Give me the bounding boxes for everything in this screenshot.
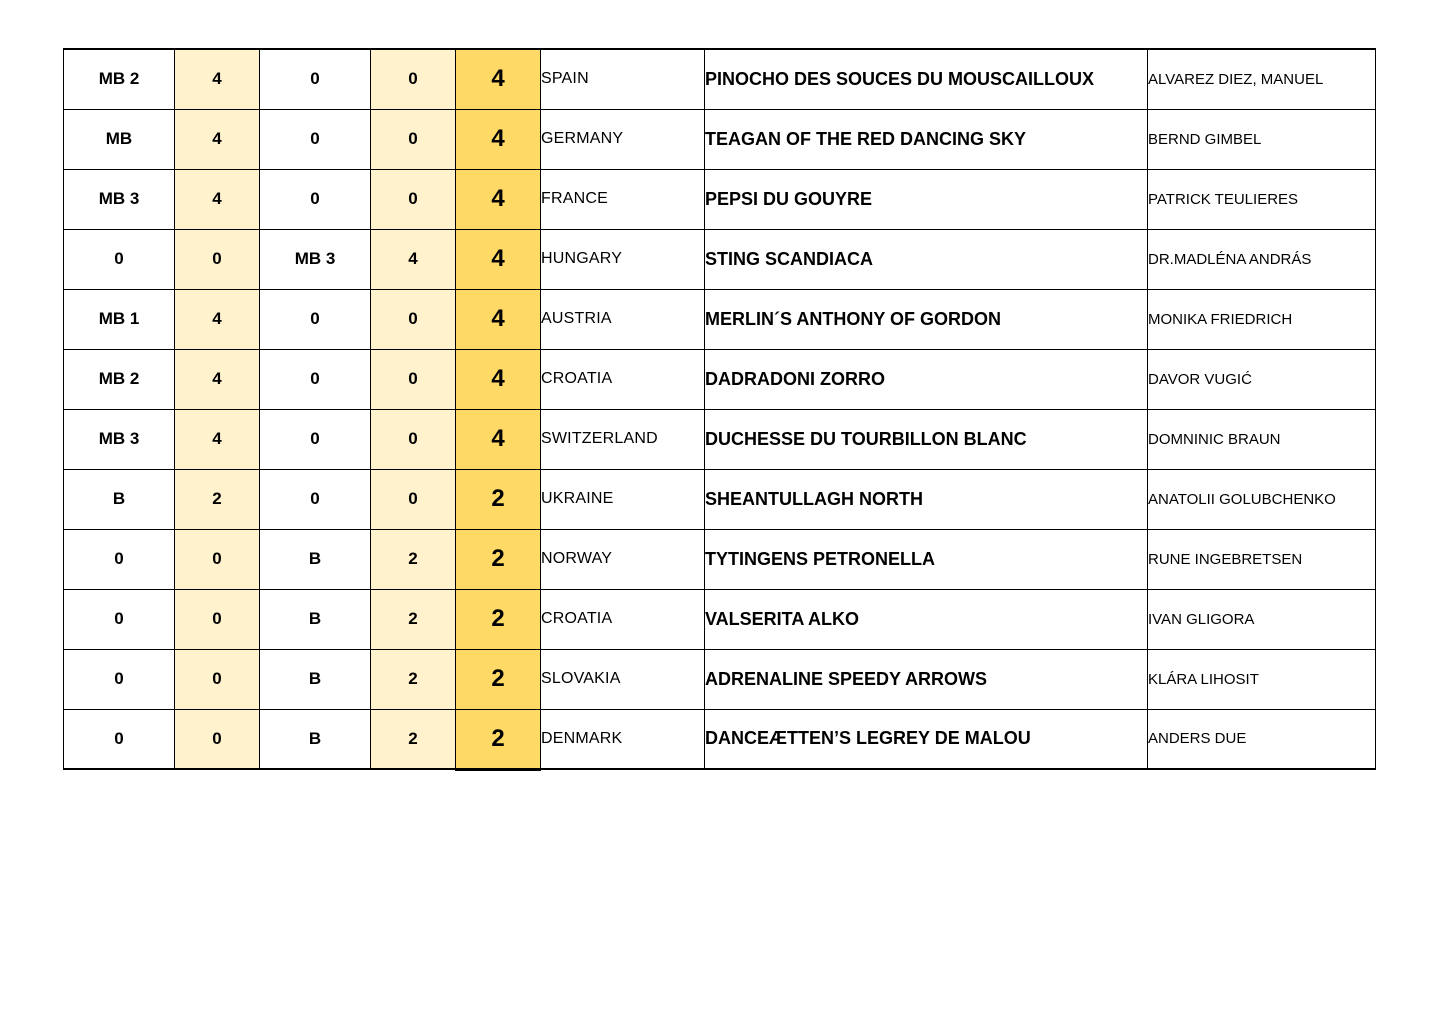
owner-name: ANATOLII GOLUBCHENKO: [1148, 469, 1376, 529]
dog-name: DUCHESSE DU TOURBILLON BLANC: [705, 409, 1148, 469]
country: HUNGARY: [541, 229, 705, 289]
owner-name: DAVOR VUGIĆ: [1148, 349, 1376, 409]
points-judge-1: 0: [175, 589, 260, 649]
grade-judge-2: B: [260, 709, 371, 769]
total-points: 2: [456, 709, 541, 769]
grade-judge-1: MB 1: [64, 289, 175, 349]
table-row: [64, 529, 1376, 589]
points-judge-1: 4: [175, 289, 260, 349]
owner-name: KLÁRA LIHOSIT: [1148, 649, 1376, 709]
total-points: 4: [456, 229, 541, 289]
grade-judge-1: 0: [64, 649, 175, 709]
points-judge-1: 2: [175, 469, 260, 529]
grade-judge-1: 0: [64, 589, 175, 649]
points-judge-1: 4: [175, 169, 260, 229]
table-row: [64, 49, 1376, 109]
owner-name: PATRICK TEULIERES: [1148, 169, 1376, 229]
dog-name: DADRADONI ZORRO: [705, 349, 1148, 409]
points-judge-2: 2: [371, 709, 456, 769]
dog-name: TEAGAN OF THE RED DANCING SKY: [705, 109, 1148, 169]
total-points: 4: [456, 289, 541, 349]
points-judge-1: 4: [175, 409, 260, 469]
points-judge-2: 0: [371, 109, 456, 169]
grade-judge-2: 0: [260, 109, 371, 169]
points-judge-2: 0: [371, 469, 456, 529]
dog-name: MERLIN´S ANTHONY OF GORDON: [705, 289, 1148, 349]
grade-judge-1: MB: [64, 109, 175, 169]
country: GERMANY: [541, 109, 705, 169]
total-points: 4: [456, 169, 541, 229]
points-judge-1: 0: [175, 229, 260, 289]
dog-name: STING SCANDIACA: [705, 229, 1148, 289]
points-judge-2: 0: [371, 289, 456, 349]
grade-judge-2: 0: [260, 169, 371, 229]
country: CROATIA: [541, 349, 705, 409]
total-points: 2: [456, 529, 541, 589]
grade-judge-2: B: [260, 529, 371, 589]
owner-name: RUNE INGEBRETSEN: [1148, 529, 1376, 589]
grade-judge-1: MB 2: [64, 49, 175, 109]
grade-judge-1: MB 3: [64, 409, 175, 469]
owner-name: ALVAREZ DIEZ, MANUEL: [1148, 49, 1376, 109]
country: AUSTRIA: [541, 289, 705, 349]
grade-judge-1: MB 2: [64, 349, 175, 409]
country: SWITZERLAND: [541, 409, 705, 469]
owner-name: MONIKA FRIEDRICH: [1148, 289, 1376, 349]
grade-judge-1: MB 3: [64, 169, 175, 229]
owner-name: ANDERS DUE: [1148, 709, 1376, 769]
points-judge-2: 0: [371, 409, 456, 469]
dog-name: SHEANTULLAGH NORTH: [705, 469, 1148, 529]
country: SLOVAKIA: [541, 649, 705, 709]
table-row: [64, 409, 1376, 469]
table-row: [64, 649, 1376, 709]
country: FRANCE: [541, 169, 705, 229]
dog-name: PINOCHO DES SOUCES DU MOUSCAILLOUX: [705, 49, 1148, 109]
points-judge-1: 0: [175, 709, 260, 769]
points-judge-1: 4: [175, 49, 260, 109]
results-table-body: [64, 49, 1376, 769]
grade-judge-2: B: [260, 589, 371, 649]
grade-judge-1: 0: [64, 529, 175, 589]
country: DENMARK: [541, 709, 705, 769]
dog-name: ADRENALINE SPEEDY ARROWS: [705, 649, 1148, 709]
points-judge-2: 0: [371, 349, 456, 409]
country: UKRAINE: [541, 469, 705, 529]
grade-judge-2: 0: [260, 349, 371, 409]
points-judge-2: 2: [371, 529, 456, 589]
country: SPAIN: [541, 49, 705, 109]
owner-name: IVAN GLIGORA: [1148, 589, 1376, 649]
grade-judge-2: 0: [260, 49, 371, 109]
table-row: [64, 109, 1376, 169]
grade-judge-1: 0: [64, 709, 175, 769]
total-points: 4: [456, 49, 541, 109]
points-judge-2: 0: [371, 49, 456, 109]
points-judge-1: 0: [175, 529, 260, 589]
grade-judge-1: B: [64, 469, 175, 529]
points-judge-2: 2: [371, 649, 456, 709]
points-judge-1: 4: [175, 109, 260, 169]
total-points: 4: [456, 409, 541, 469]
table-row: [64, 349, 1376, 409]
owner-name: DOMNINIC BRAUN: [1148, 409, 1376, 469]
total-points: 4: [456, 109, 541, 169]
dog-name: PEPSI DU GOUYRE: [705, 169, 1148, 229]
grade-judge-2: 0: [260, 409, 371, 469]
points-judge-1: 4: [175, 349, 260, 409]
grade-judge-2: 0: [260, 469, 371, 529]
dog-name: DANCEÆTTEN’S LEGREY DE MALOU: [705, 709, 1148, 769]
dog-name: TYTINGENS PETRONELLA: [705, 529, 1148, 589]
points-judge-2: 2: [371, 589, 456, 649]
grade-judge-1: 0: [64, 229, 175, 289]
grade-judge-2: B: [260, 649, 371, 709]
grade-judge-2: MB 3: [260, 229, 371, 289]
results-table: [63, 48, 1376, 771]
table-row: [64, 589, 1376, 649]
total-points: 2: [456, 589, 541, 649]
table-row: [64, 709, 1376, 769]
table-row: [64, 229, 1376, 289]
total-points: 2: [456, 469, 541, 529]
total-points: 4: [456, 349, 541, 409]
country: CROATIA: [541, 589, 705, 649]
owner-name: DR.MADLÉNA ANDRÁS: [1148, 229, 1376, 289]
points-judge-1: 0: [175, 649, 260, 709]
table-row: [64, 469, 1376, 529]
points-judge-2: 0: [371, 169, 456, 229]
table-row: [64, 169, 1376, 229]
country: NORWAY: [541, 529, 705, 589]
dog-name: VALSERITA ALKO: [705, 589, 1148, 649]
points-judge-2: 4: [371, 229, 456, 289]
total-points: 2: [456, 649, 541, 709]
grade-judge-2: 0: [260, 289, 371, 349]
owner-name: BERND GIMBEL: [1148, 109, 1376, 169]
table-row: [64, 289, 1376, 349]
